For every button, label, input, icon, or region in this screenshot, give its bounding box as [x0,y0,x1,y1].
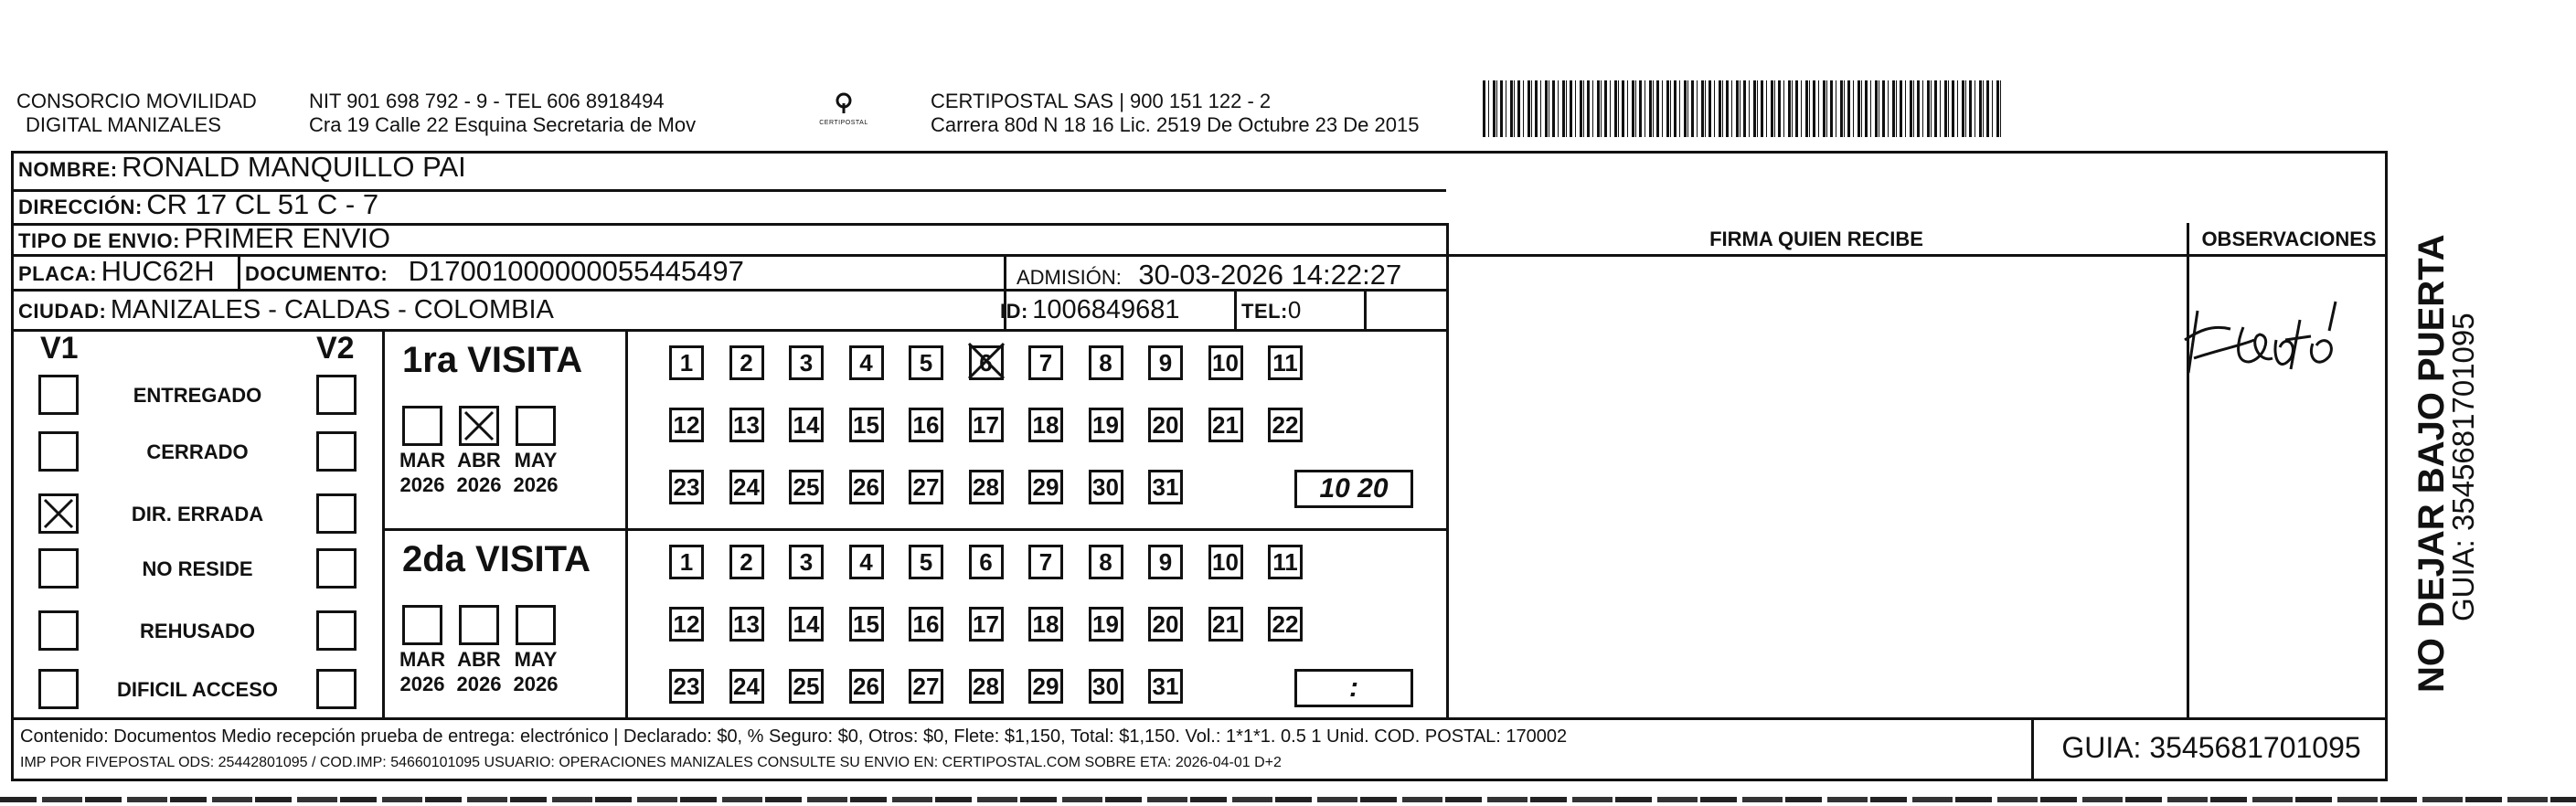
day-box[interactable]: 7 [1028,545,1063,579]
v2-checkbox[interactable] [316,493,357,534]
day-box[interactable]: 13 [729,607,764,642]
courier-logo [812,91,876,126]
status-label: ENTREGADO [133,384,262,407]
day-box[interactable]: 22 [1268,408,1303,442]
day-box[interactable]: 14 [789,408,824,442]
day-box[interactable]: 2 [729,545,764,579]
day-box[interactable]: 5 [909,545,943,579]
v1-checkbox[interactable] [38,493,79,534]
check-mark-icon [41,496,76,531]
nit-line: NIT 901 698 792 - 9 - TEL 606 8918494 [309,90,665,112]
footer-contents: Contenido: Documentos Medio recepción prueba de entrega: electrónico | Declarado: $0, % Seguro: $0, Otros: $0, Flete: $1,150, Total: $1,150. Vol.: 1*1*1. 0.5 1 Unid. COD. POSTAL: 170002 [20,726,1568,747]
month-checkbox[interactable] [402,406,442,446]
month-label [452,647,506,696]
status-label: REHUSADO [140,620,255,642]
day-box[interactable]: 25 [789,470,824,504]
day-box[interactable]: 3 [789,545,824,579]
month-checkbox[interactable] [459,406,499,446]
company-contact [309,90,696,137]
day-box[interactable]: 14 [789,607,824,642]
day-box[interactable]: 5 [909,345,943,380]
status-label: DIR. ERRADA [131,503,264,525]
side-guia: GUIA: 3545681701095 [2446,313,2480,621]
direccion-value: CR 17 CL 51 C - 7 [146,188,379,220]
month-label [508,647,563,696]
ciudad-label: CIUDAD: [18,300,107,323]
day-box[interactable]: 23 [669,470,704,504]
month-name: MAY [514,449,558,472]
day-box[interactable]: 3 [789,345,824,380]
day-box[interactable]: 31 [1148,669,1183,704]
address-line: Cra 19 Calle 22 Esquina Secretaria de Mov [309,113,697,136]
courier-logo-icon [830,91,857,115]
month-year: 2026 [456,473,502,496]
firma-title: FIRMA QUIEN RECIBE [1709,228,1923,250]
day-box[interactable]: 19 [1089,408,1123,442]
day-box[interactable]: 30 [1089,470,1123,504]
time-field[interactable]: 10 20 [1294,470,1413,508]
day-box[interactable]: 27 [909,669,943,704]
day-box[interactable]: 11 [1268,545,1303,579]
day-box[interactable]: 17 [969,408,1004,442]
barcode [1483,80,2002,137]
month-year: 2026 [456,673,502,695]
day-box[interactable]: 15 [849,607,884,642]
day-box[interactable]: 8 [1089,345,1123,380]
month-checkbox[interactable] [516,406,556,446]
day-box[interactable]: 11 [1268,345,1303,380]
month-label [395,448,450,497]
placa-value: HUC62H [101,255,215,287]
day-box[interactable]: 9 [1148,545,1183,579]
day-box[interactable]: 29 [1028,669,1063,704]
day-box[interactable]: 9 [1148,345,1183,380]
status-label: NO RESIDE [142,557,253,580]
month-label [508,448,563,497]
day-box[interactable]: 29 [1028,470,1063,504]
tel-value: 0 [1287,296,1302,323]
status-label: DIFICIL ACCESO [116,678,278,701]
day-box[interactable]: 4 [849,345,884,380]
torn-edge [0,797,2576,802]
day-box[interactable]: 2 [729,345,764,380]
courier-line-2: Carrera 80d N 18 16 Lic. 2519 De Octubre 23 De 2015 [931,113,1420,136]
time-field[interactable]: : [1294,669,1413,707]
day-box[interactable]: 20 [1148,408,1183,442]
day-box[interactable]: 28 [969,669,1004,704]
month-year: 2026 [399,673,445,695]
day-box[interactable]: 18 [1028,408,1063,442]
tel-label: TEL: [1241,300,1288,323]
day-box[interactable]: 26 [849,470,884,504]
month-year: 2026 [399,473,445,496]
observaciones-title: OBSERVACIONES [2201,228,2377,250]
month-checkbox[interactable] [516,605,556,645]
v1-checkbox[interactable] [38,610,79,651]
month-name: ABR [457,648,501,671]
day-box[interactable]: 1 [669,345,704,380]
tipo-envio-label: TIPO DE ENVIO: [18,229,180,252]
day-box[interactable]: 19 [1089,607,1123,642]
tel-field [1241,294,1301,330]
courier-line-1: CERTIPOSTAL SAS | 900 151 122 - 2 [931,90,1272,112]
day-box[interactable]: 18 [1028,607,1063,642]
day-box[interactable]: 6 [969,345,1004,380]
day-box[interactable]: 8 [1089,545,1123,579]
documento-label: DOCUMENTO: [245,262,389,285]
day-box[interactable]: 21 [1208,408,1243,442]
day-box[interactable]: 27 [909,470,943,504]
check-mark-icon [462,408,496,443]
v2-checkbox[interactable] [316,610,357,651]
company-line-2: DIGITAL MANIZALES [26,113,221,136]
admision-field [1017,260,1401,296]
day-box[interactable]: 4 [849,545,884,579]
courier-info [931,90,1419,137]
placa-label: PLACA: [18,262,98,285]
month-year: 2026 [513,673,559,695]
id-label: ID: [1000,300,1028,323]
documento-value: D17001000000055445497 [408,255,744,287]
tipo-envio-value: PRIMER ENVIO [184,222,391,254]
day-box[interactable]: 28 [969,470,1004,504]
tipo-envio-row [18,223,390,260]
nombre-label: NOMBRE: [18,158,118,181]
v1-checkbox[interactable] [38,375,79,415]
id-field [1000,294,1180,330]
no-dejar-warning: NO DEJAR BAJO PUERTA [2411,234,2452,693]
day-box[interactable]: 16 [909,607,943,642]
status-label: CERRADO [146,440,249,463]
company-line-1: CONSORCIO MOVILIDAD [16,90,257,112]
day-box[interactable]: 26 [849,669,884,704]
day-box[interactable]: 25 [789,669,824,704]
v2-checkbox[interactable] [316,669,357,709]
visit-title: 2da VISITA [402,539,591,579]
check-mark-icon [965,340,1007,382]
day-box[interactable]: 13 [729,408,764,442]
nombre-value: RONALD MANQUILLO PAI [122,151,466,183]
v2-checkbox[interactable] [316,375,357,415]
day-box[interactable]: 30 [1089,669,1123,704]
month-checkbox[interactable] [402,605,442,645]
day-box[interactable]: 21 [1208,607,1243,642]
day-check [965,340,1007,382]
day-box[interactable]: 10 [1208,545,1243,579]
day-box[interactable]: 10 [1208,345,1243,380]
month-label [395,647,450,696]
v2-checkbox[interactable] [316,548,357,589]
ciudad-value: MANIZALES - CALDAS - COLOMBIA [110,295,554,324]
documento-field [245,256,744,292]
month-name: MAR [399,449,446,472]
footer-guia: GUIA: 3545681701095 [2061,731,2361,764]
day-box[interactable]: 24 [729,669,764,704]
v1-checkbox[interactable] [38,431,79,472]
day-box[interactable]: 16 [909,408,943,442]
v2-checkbox[interactable] [316,431,357,472]
v2-header: V2 [316,331,355,366]
day-box[interactable]: 15 [849,408,884,442]
day-box[interactable]: 31 [1148,470,1183,504]
v1-checkbox[interactable] [38,669,79,709]
day-box[interactable]: 7 [1028,345,1063,380]
admision-value: 30-03-2026 14:22:27 [1138,259,1402,291]
month-checkbox[interactable] [459,605,499,645]
admision-label: ADMISIÓN: [1017,266,1122,289]
day-box[interactable]: 24 [729,470,764,504]
day-box[interactable]: 22 [1268,607,1303,642]
direccion-row [18,189,378,226]
ciudad-field [18,294,554,330]
day-box[interactable]: 1 [669,545,704,579]
placa-field [18,256,215,292]
footer-print-info: IMP POR FIVEPOSTAL ODS: 25442801095 / COD.IMP: 54660101095 USUARIO: OPERACIONES MANIZALES CONSULTE SU ENVIO EN: CERTIPOSTAL.COM SOBRE ETA: 2026-04-01 D+2 [20,755,1282,770]
day-box[interactable]: 12 [669,607,704,642]
day-box[interactable]: 20 [1148,607,1183,642]
day-box[interactable]: 6 [969,545,1004,579]
day-box[interactable]: 17 [969,607,1004,642]
month-year: 2026 [513,473,559,496]
visit-title: 1ra VISITA [402,340,583,380]
month-name: ABR [457,449,501,472]
courier-logo-text: CERTIPOSTAL [819,120,868,126]
month-label [452,448,506,497]
company-name [16,90,257,137]
month-name: MAY [514,648,558,671]
day-box[interactable]: 23 [669,669,704,704]
month-name: MAR [399,648,446,671]
nombre-row [18,152,466,188]
direccion-label: DIRECCIÓN: [18,196,143,218]
day-box[interactable]: 12 [669,408,704,442]
v1-header: V1 [40,331,79,366]
id-value: 1006849681 [1032,295,1180,324]
v1-checkbox[interactable] [38,548,79,589]
